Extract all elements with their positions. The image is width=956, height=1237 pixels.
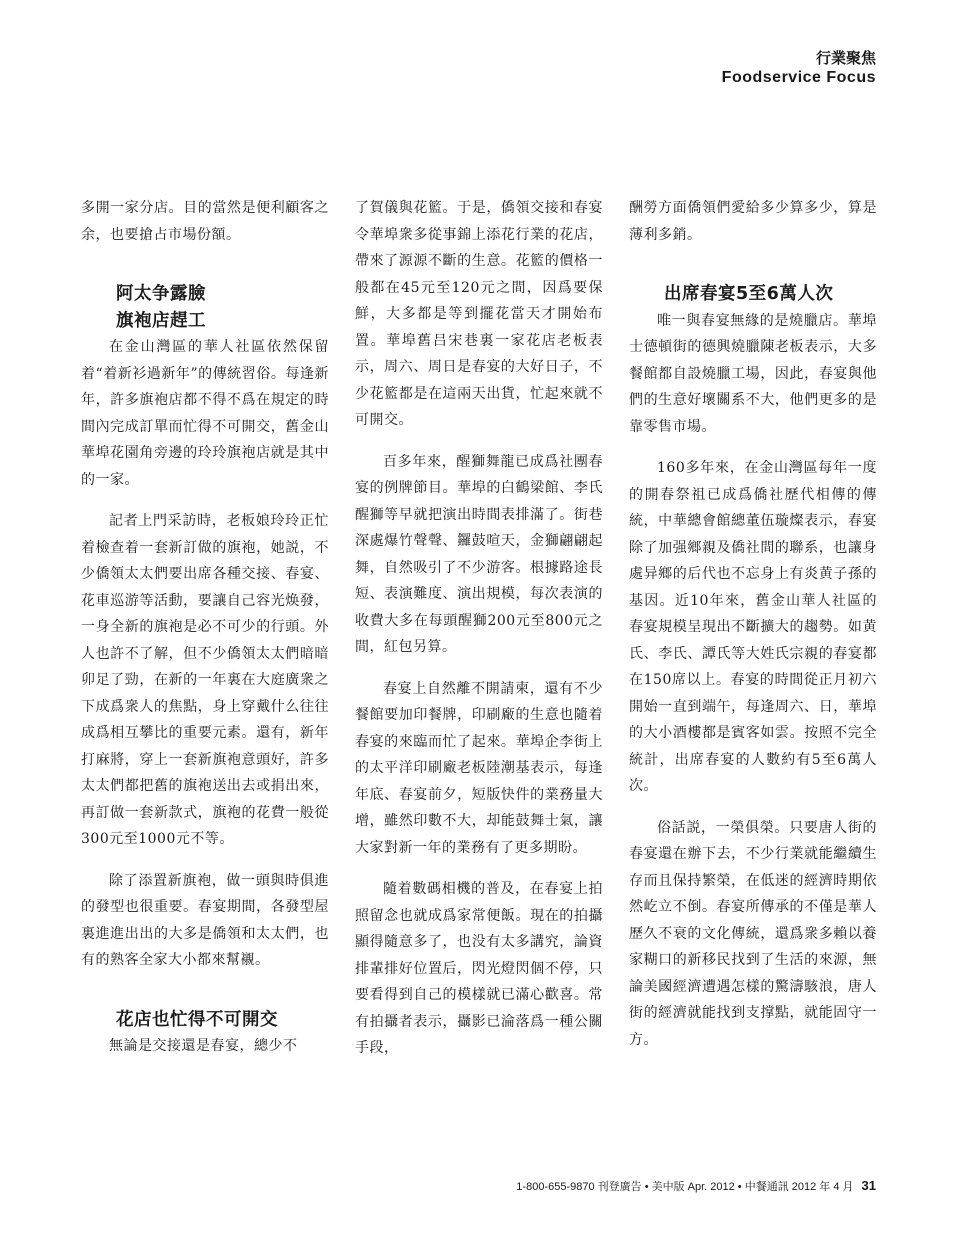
- subheading-line-2: 旗袍店趕工: [116, 310, 206, 331]
- section-header: [722, 48, 876, 88]
- paragraph: 唯一與春宴無緣的是燒臘店。華埠士德頓街的德興燒臘陳老板表示，大多餐館都自設燒臘工場，因此，春宴與他們的生意好壞關系不大，他們更多的是靠零售市場。: [629, 312, 877, 435]
- paragraph: 160多年來，在金山灣區每年一度的開春祭祖已成爲僑社歷代相傳的傳統，中華總會館總董伍璇燦表示，春宴除了加强鄉親及僑社間的聯系，也讓身處异鄉的后代也不忘身上有炎黄子孫的基因。近10年來，舊金山華人社區的春宴規模呈現出不斷擴大的趨勢。如黄氏、李氏、譚氏等大姓氏宗親的春宴都在150席以上。春宴的時間從正月初六開始一直到端午，每逢周六、日，華埠的大小酒樓都是賓客如雲。按照不完全統計，出席春宴的人數約有5至6萬人次。: [629, 460, 877, 794]
- page-footer: [516, 1178, 876, 1194]
- page-number: 31: [861, 1178, 876, 1193]
- paragraph: 酬勞方面僑領們愛給多少算多少，算是薄利多銷。: [629, 200, 877, 243]
- column-2: [355, 195, 603, 1062]
- subheading: 花店也忙得不可開交: [116, 1009, 278, 1030]
- paragraph: 了賀儀與花籃。于是，僑領交接和春宴令華埠衆多從事錦上添花行業的花店，帶來了源源不斷的生意。花籃的價格一般都在45元至120元之間，因爲要保鮮，大多都是等到擺花當天才開始布置。華埠舊吕宋巷裏一家花店老板表示，周六、周日是春宴的大好日子，不少花籃都是在這兩天出貨，忙起來就不可開交。: [355, 200, 603, 428]
- subheading: 出席春宴5至6萬人次: [664, 284, 834, 304]
- paragraph: 春宴上自然離不開請柬，還有不少餐館要加印餐牌，印刷廠的生意也隨着春宴的來臨而忙了起來。華埠企李街上的太平洋印刷廠老板陸潮基表示，每逢年底、春宴前夕，短版快件的業務量大增，雖然印數不大，却能鼓舞士氣，讓大家對新一年的業務有了更多期盼。: [355, 680, 603, 856]
- paragraph: 百多年來，醒獅舞龍已成爲社團春宴的例牌節目。華埠的白鶴梁館、李氏醒獅等早就把演出時間表排滿了。街巷深處爆竹聲聲、鑼鼓喧天，金獅翩翩起舞，自然吸引了不少游客。根據路途長短、表演難度、演出規模，每次表演的收費大多在每頭醒獅200元至800元之間，紅包另算。: [355, 453, 603, 655]
- paragraph: 無論是交接還是春宴，總少不: [109, 1038, 298, 1054]
- footer-text: 1-800-655-9870 刊登廣告 • 美中版 Apr. 2012 • 中餐通訊 2012 年 4 月: [516, 1181, 854, 1193]
- paragraph: 隨着數碼相機的普及，在春宴上拍照留念也就成爲家常便飯。現在的拍攝顯得隨意多了，也没有太多講究，論資排輩排好位置后，閃光燈閃個不停，只要看得到自己的模樣就已滿心歡喜。常有拍攝者表示，攝影已淪落爲一種公關手段，: [355, 881, 603, 1056]
- paragraph: 記者上門采訪時，老板娘玲玲正忙着檢查着一套新訂做的旗袍，她説，不少僑領太太們要出席各種交接、春宴、花車巡游等活動，要讓自己容光焕發，一身全新的旗袍是必不可少的行頭。外人也許不了解，但不少僑領太太們暗暗卯足了勁，在新的一年裏在大庭廣衆之下成爲衆人的焦點，身上穿戴什么往往成爲相互攀比的重要元素。還有，新年打麻將，穿上一套新旗袍意頭好，許多太太們都把舊的旗袍送出去或捐出來，再訂做一套新款式，旗袍的花費一般從300元至1000元不等。: [81, 513, 329, 847]
- section-title-en: Foodservice Focus: [721, 69, 876, 86]
- column-1: [81, 195, 329, 1060]
- paragraph: 俗話説，一榮俱榮。只要唐人街的春宴還在辦下去，不少行業就能繼續生存而且保持繁榮，在低迷的經濟時期依然屹立不倒。春宴所傳承的不僅是華人歷久不衰的文化傳統，還爲衆多賴以養家糊口的新移民找到了生活的來源，無論美國經濟遭遇怎樣的驚濤駭浪，唐人街的經濟就能找到支撑點，就能固守一方。: [629, 819, 877, 1048]
- paragraph: 除了添置新旗袍，做一頭與時俱進的發型也很重要。春宴期間，各發型屋裏進進出出的大多是僑領和太太們，也有的熟客全家大小都來幫襯。: [81, 872, 329, 968]
- section-title-zh: 行業聚焦: [815, 49, 876, 67]
- column-3: [629, 195, 877, 1053]
- paragraph: 多開一家分店。目的當然是便利顧客之余，也要搶占市場份額。: [81, 200, 329, 243]
- subheading: [81, 281, 329, 334]
- subheading-line-1: 阿太争露臉: [116, 284, 206, 304]
- paragraph: 在金山灣區的華人社區依然保留着“着新衫過新年”的傳統習俗。每逢新年，許多旗袍店都不得不爲在規定的時間內完成訂單而忙得不可開交，舊金山華埠花園角旁邊的玲玲旗袍店就是其中的一家。: [81, 339, 329, 488]
